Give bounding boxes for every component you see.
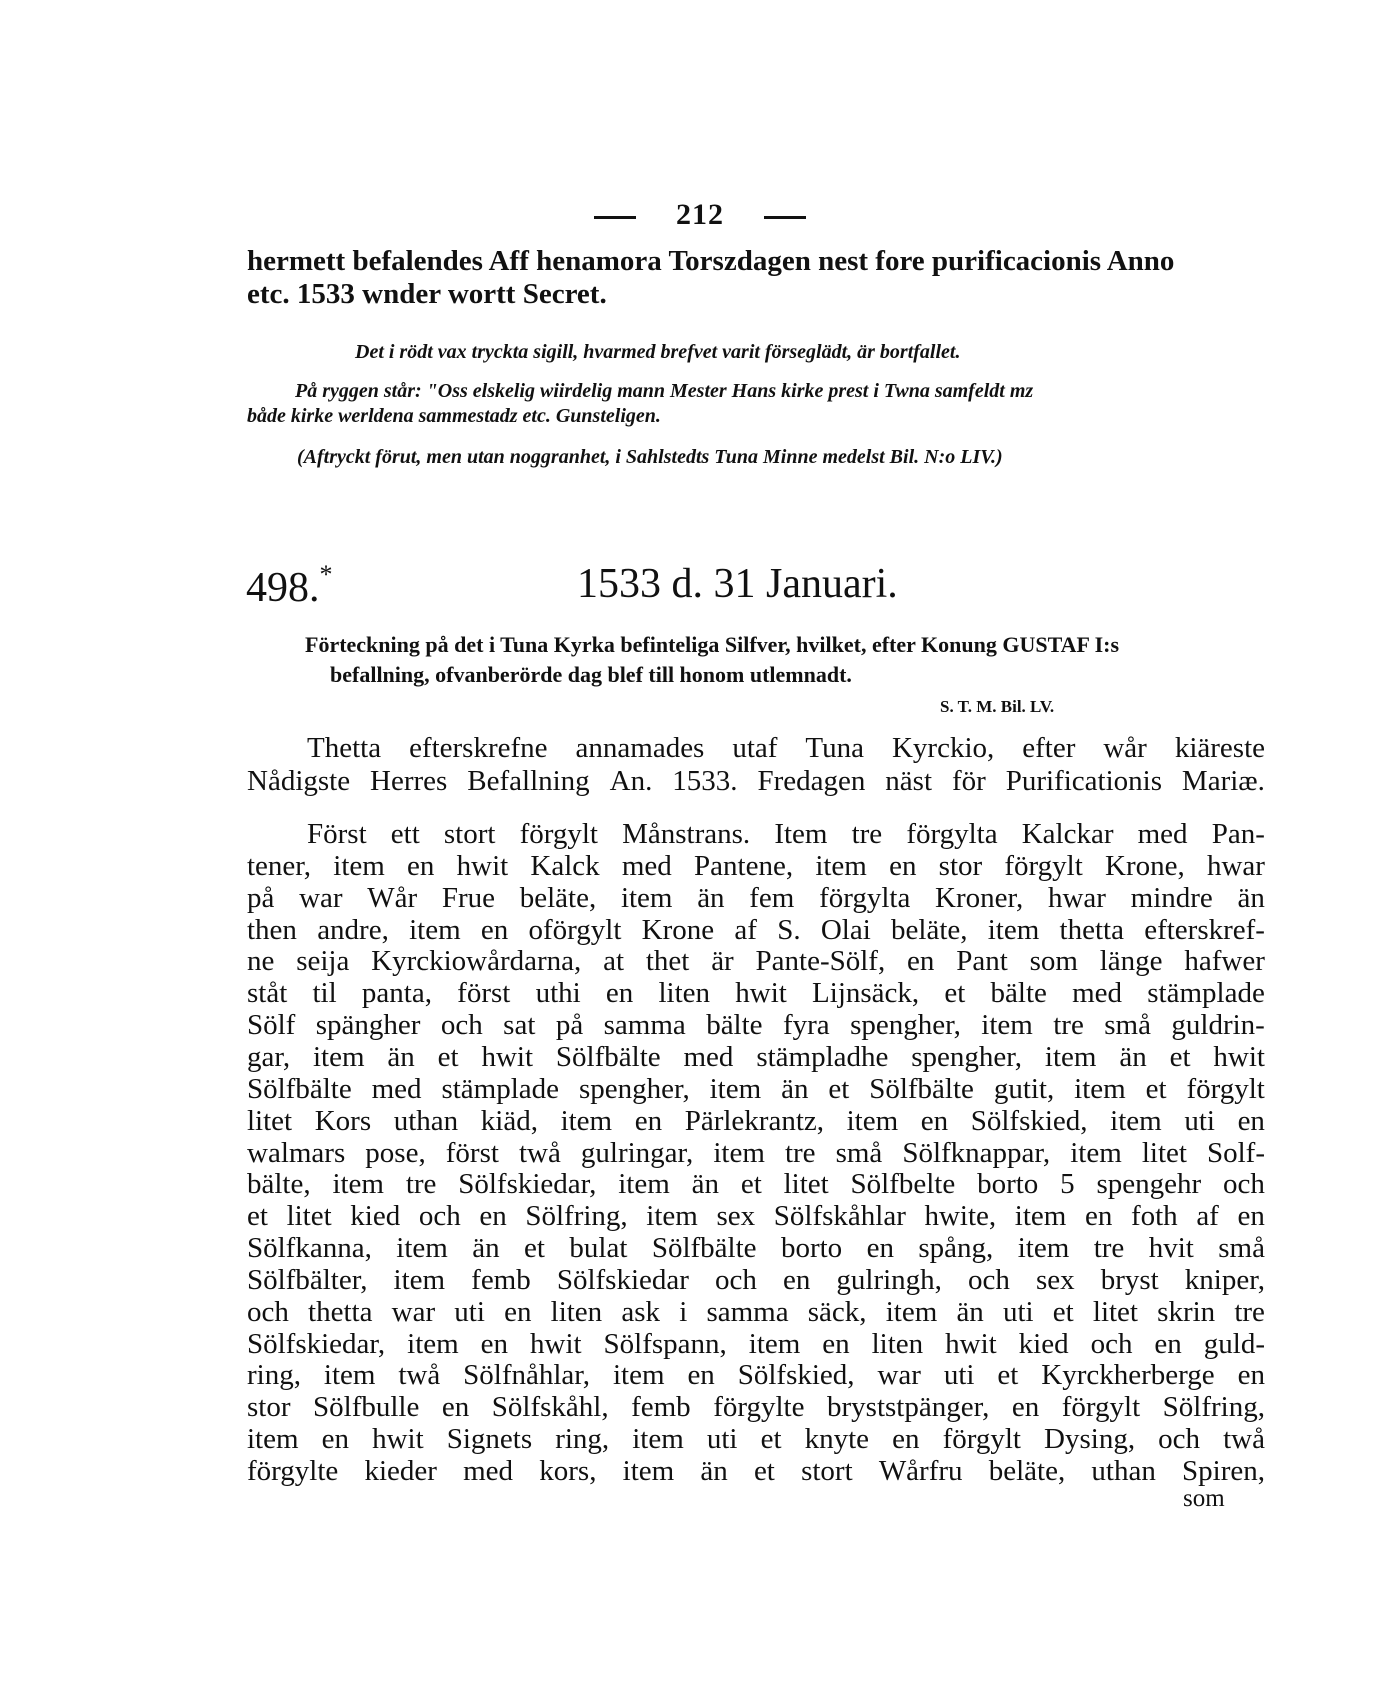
paragraph-line: walmars pose, först twå gulringar, item tre små Sölfknappar, item litet Solf- [247,1137,1265,1169]
paragraph-line: litet Kors uthan kiäd, item en Pärlekrantz, item en Sölfskied, item uti en [247,1105,1265,1137]
paragraph-line: ring, item twå Sölfnåhlar, item en Sölfskied, war uti et Kyrckherberge en [247,1359,1265,1391]
printed-note: (Aftryckt förut, men utan noggranhet, i Sahlstedts Tuna Minne medelst Bil. N:o LIV.) [297,446,1003,468]
paragraph-line: och thetta war uti en liten ask i samma säck, item än uti et litet skrin tre [247,1296,1265,1328]
paragraph-line: bälte, item tre Sölfskiedar, item än et litet Sölfbelte borto 5 spengehr och [247,1168,1265,1200]
paragraph-line: then andre, item en oförgylt Krone af S. Olai beläte, item thetta efterskref- [247,914,1265,946]
paragraph-line: ne seija Kyrckiowårdarna, at thet är Pante-Sölf, en Pant som länge hafwer [247,945,1265,977]
back-note-line-1: På ryggen står: "Oss elskelig wiirdelig mann Mester Hans kirke prest i Twna samfeldt mz [295,380,1034,402]
page-number: 212 [676,198,724,231]
paragraph-line: gar, item än et hwit Sölfbälte med stämpladhe spengher, item än et hwit [247,1041,1265,1073]
seal-note: Det i rödt vax tryckta sigill, hvarmed brefvet varit förseglädt, är bortfallet. [355,341,961,363]
paragraph-line: item en hwit Signets ring, item uti et knyte en förgylt Dysing, och twå [247,1423,1265,1455]
top-text-line-2: etc. 1533 wnder wortt Secret. [247,278,607,310]
paragraph-line: Sölfkanna, item än et bulat Sölfbälte borto en spång, item tre hvit små [247,1232,1265,1264]
paragraph-line: Sölf spängher och sat på samma bälte fyra spengher, item tre små guldrin- [247,1009,1265,1041]
entry-number-value: 498. [246,565,320,611]
entry-summary-line-2: befallning, ofvanberörde dag blef till honom utlemnadt. [330,662,852,687]
entry-number [246,560,333,612]
paragraph-line: tener, item en hwit Kalck med Pantene, item en stor förgylt Krone, hwar [247,850,1265,882]
paragraph-line: Sölfbälter, item femb Sölfskiedar och en gulringh, och sex bryst kniper, [247,1264,1265,1296]
paragraph-line: förgylte kieder med kors, item än et stort Wårfru beläte, uthan Spiren, [247,1455,1265,1487]
paragraph-line: Först ett stort förgylt Månstrans. Item tre förgylta Kalckar med Pan- [307,818,1265,850]
header-dash-right [764,216,806,219]
entry-date: 1533 d. 31 Januari. [577,561,898,607]
paragraph-line: på war Wår Frue beläte, item än fem förgylta Kroner, hwar mindre än [247,882,1265,914]
paragraph-line: Sölfskiedar, item en hwit Sölfspann, item en liten hwit kied och en guld- [247,1328,1265,1360]
header-dash-left [594,216,636,219]
page-header [0,198,1400,232]
intro-line: Nådigste Herres Befallning An. 1533. Fredagen näst för Purificationis Mariæ. [247,765,1265,797]
intro-line: Thetta efterskrefne annamades utaf Tuna Kyrckio, efter wår kiäreste [307,732,1265,764]
paragraph-line: ståt til panta, först uthi en liten hwit Lijnsäck, et bälte med stämplade [247,977,1265,1009]
back-note-line-2: både kirke werldena sammestadz etc. Gunsteligen. [247,405,661,427]
top-text-line-1: hermett befalendes Aff henamora Torszdagen nest fore purificacionis Anno [247,245,1175,277]
source-reference: S. T. M. Bil. LV. [940,697,1055,716]
catchword: som [1183,1485,1225,1512]
paragraph-line: Sölfbälte med stämplade spengher, item än et Sölfbälte gutit, item et förgylt [247,1073,1265,1105]
entry-summary-line-1: Förteckning på det i Tuna Kyrka befinteliga Silfver, hvilket, efter Konung GUSTAF I:s [305,632,1120,657]
paragraph-line: et litet kied och en Sölfring, item sex Sölfskåhlar hwite, item en foth af en [247,1200,1265,1232]
paragraph-line: stor Sölfbulle en Sölfskåhl, femb förgylte bryststpänger, en förgylt Sölfring, [247,1391,1265,1423]
entry-mark: * [319,560,333,589]
